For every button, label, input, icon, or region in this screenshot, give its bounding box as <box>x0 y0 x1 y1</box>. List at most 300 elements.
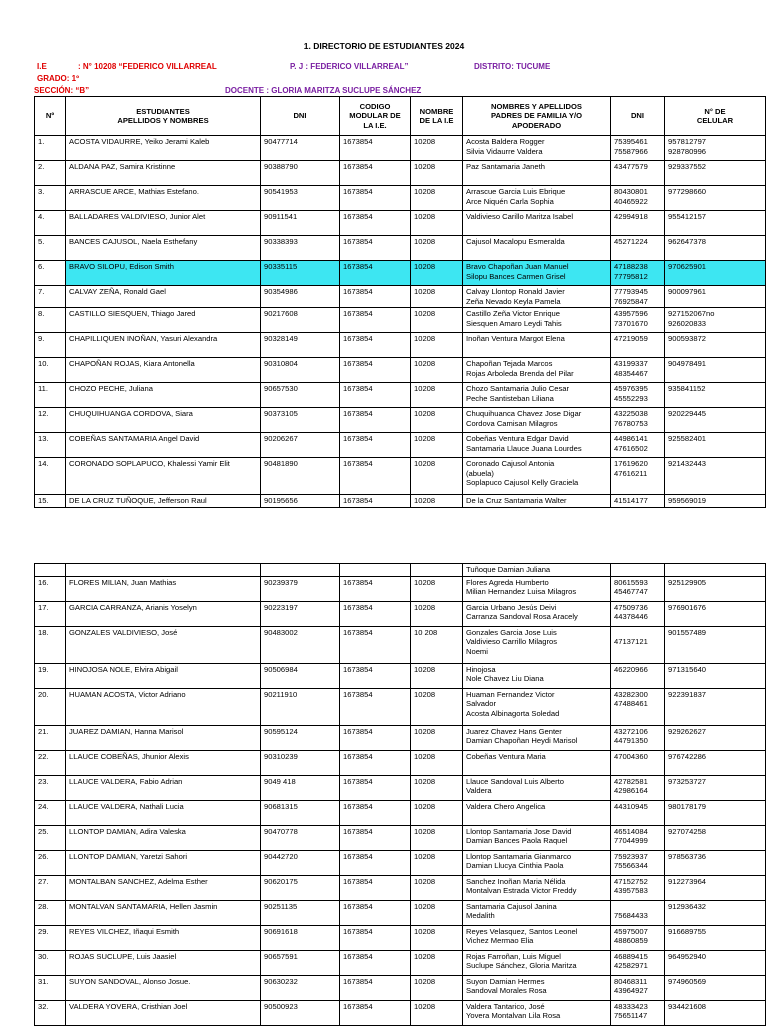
school-name: 10208 <box>411 601 463 626</box>
phone-number: 964952940 <box>665 950 766 975</box>
modular-code: 1673854 <box>340 433 411 458</box>
phone-number: 927152067no 926020833 <box>665 308 766 333</box>
student-name: MONTALBAN SANCHEZ, Adelma Esther <box>66 875 261 900</box>
phone-number: 920229445 <box>665 408 766 433</box>
parent-dni: 47219059 <box>611 333 665 358</box>
modular-code: 1673854 <box>340 601 411 626</box>
row-number: 15. <box>35 495 66 508</box>
school-name: 10208 <box>411 186 463 211</box>
school-name: 10208 <box>411 383 463 408</box>
school-name: 10208 <box>411 576 463 601</box>
student-dni: 90373105 <box>261 408 340 433</box>
table-row <box>35 750 766 775</box>
student-name: FLORES MILIAN, Juan Mathias <box>66 576 261 601</box>
student-dni: 90206267 <box>261 433 340 458</box>
table-row <box>35 236 766 261</box>
parent-dni: 47137121 <box>611 626 665 663</box>
parent-names: Flores Agreda Humberto Milian Hernandez Luisa Milagros <box>463 576 611 601</box>
table-row <box>35 925 766 950</box>
parent-names: Inoñan Ventura Margot Elena <box>463 333 611 358</box>
table-row <box>35 688 766 725</box>
student-dni: 90630232 <box>261 975 340 1000</box>
table-row <box>35 576 766 601</box>
phone-number: 978563736 <box>665 850 766 875</box>
student-name: CALVAY ZEÑA, Ronald Gael <box>66 286 261 308</box>
column-header: DNI <box>261 97 340 136</box>
row-number: 11. <box>35 383 66 408</box>
table-row <box>35 136 766 161</box>
modular-code: 1673854 <box>340 333 411 358</box>
table-row <box>35 975 766 1000</box>
student-name: BRAVO SILOPU, Edison Smith <box>66 261 261 286</box>
students-table-page2 <box>34 563 766 1026</box>
school-name: 10208 <box>411 211 463 236</box>
parent-names: Castillo Zeña Victor Enrique Siesquen Amaro Leydi Tahis <box>463 308 611 333</box>
phone-number: 971315640 <box>665 663 766 688</box>
row-number: 6. <box>35 261 66 286</box>
table-row <box>35 495 766 508</box>
parent-dni: 46889415 42582971 <box>611 950 665 975</box>
school-name: 10208 <box>411 925 463 950</box>
parent-names: Rojas Farroñan, Luis Miguel Suclupe Sánchez, Gloria Maritza <box>463 950 611 975</box>
parent-names: Reyes Velasquez, Santos Leonel Vichez Mermao Elia <box>463 925 611 950</box>
modular-code: 1673854 <box>340 626 411 663</box>
parent-names: Llauce Sandoval Luis Alberto Valdera <box>463 775 611 800</box>
table-row <box>35 286 766 308</box>
school-name: 10208 <box>411 495 463 508</box>
phone-number: 935841152 <box>665 383 766 408</box>
parent-names: Cobeñas Ventura Edgar David Santamaria Llauce Juana Lourdes <box>463 433 611 458</box>
school-name: 10208 <box>411 1000 463 1025</box>
phone-number: 904978491 <box>665 358 766 383</box>
parent-dni: 43957596 73701670 <box>611 308 665 333</box>
student-name: BALLADARES VALDIVIESO, Junior Alet <box>66 211 261 236</box>
school-name: 10208 <box>411 261 463 286</box>
school-name: 10208 <box>411 688 463 725</box>
student-dni: 90195656 <box>261 495 340 508</box>
parent-names: Llontop Santamaria Jose David Damian Bances Paola Raquel <box>463 825 611 850</box>
student-dni: 90481890 <box>261 458 340 495</box>
row-number: 31. <box>35 975 66 1000</box>
row-number: 3. <box>35 186 66 211</box>
row-number: 30. <box>35 950 66 975</box>
parent-names: Hinojosa Nole Chavez Liu Diana <box>463 663 611 688</box>
column-header: ESTUDIANTES APELLIDOS Y NOMBRES <box>66 97 261 136</box>
student-dni: 90657591 <box>261 950 340 975</box>
parent-names: Valdivieso Carillo Maritza Isabel <box>463 211 611 236</box>
student-dni: 90541953 <box>261 186 340 211</box>
student-dni: 90681315 <box>261 800 340 825</box>
modular-code: 1673854 <box>340 236 411 261</box>
table-row <box>35 900 766 925</box>
modular-code: 1673854 <box>340 136 411 161</box>
student-name: LLONTOP DAMIAN, Yaretzi Sahori <box>66 850 261 875</box>
student-name: JUAREZ DAMIAN, Hanna Marisol <box>66 725 261 750</box>
row-number: 23. <box>35 775 66 800</box>
student-name: MONTALVAN SANTAMARIA, Hellen Jasmin <box>66 900 261 925</box>
student-name: LLONTOP DAMIAN, Adira Valeska <box>66 825 261 850</box>
row-number: 5. <box>35 236 66 261</box>
table-row <box>35 383 766 408</box>
table-row <box>35 458 766 495</box>
modular-code: 1673854 <box>340 1000 411 1025</box>
student-name: CORONADO SOPLAPUCO, Khalessi Yamir Elit <box>66 458 261 495</box>
school-name: 10208 <box>411 950 463 975</box>
column-header: NOMBRES Y APELLIDOS PADRES DE FAMILIA Y/O APODERADO <box>463 97 611 136</box>
school-name: 10208 <box>411 775 463 800</box>
phone-number: 973253727 <box>665 775 766 800</box>
phone-number: 977298660 <box>665 186 766 211</box>
parent-names: Cajusol Macalopu Esmeralda <box>463 236 611 261</box>
school-name: 10208 <box>411 900 463 925</box>
column-header: NOMBRE DE LA I.E <box>411 97 463 136</box>
phone-number: 959569019 <box>665 495 766 508</box>
parent-dni: 80430801 40465922 <box>611 186 665 211</box>
parent-names: Chapoñan Tejada Marcos Rojas Arboleda Brenda del Pilar <box>463 358 611 383</box>
row-number: 2. <box>35 161 66 186</box>
student-name: DE LA CRUZ TUÑOQUE, Jefferson Raul <box>66 495 261 508</box>
row-number: 28. <box>35 900 66 925</box>
row-number: 4. <box>35 211 66 236</box>
row-number: 16. <box>35 576 66 601</box>
parent-names: Juarez Chavez Hans Genter Damian Chapoñan Heydi Marisol <box>463 725 611 750</box>
student-name: VALDERA YOVERA, Cristhian Joel <box>66 1000 261 1025</box>
school-name: 10208 <box>411 286 463 308</box>
table-row <box>35 408 766 433</box>
student-name: CHAPOÑAN ROJAS, Kiara Antonella <box>66 358 261 383</box>
modular-code: 1673854 <box>340 663 411 688</box>
table-row <box>35 850 766 875</box>
parent-dni: 41514177 <box>611 495 665 508</box>
phone-number: 934421608 <box>665 1000 766 1025</box>
school-name: 10208 <box>411 850 463 875</box>
student-name: GARCIA CARRANZA, Arianis Yoselyn <box>66 601 261 626</box>
student-dni: 90483002 <box>261 626 340 663</box>
school-name: 10208 <box>411 750 463 775</box>
student-name: COBEÑAS SANTAMARIA Angel David <box>66 433 261 458</box>
row-number: 14. <box>35 458 66 495</box>
phone-number: 901557489 <box>665 626 766 663</box>
student-name: LLAUCE VALDERA, Nathali Lucia <box>66 800 261 825</box>
row-number: 17. <box>35 601 66 626</box>
parent-names: Santamaria Cajusol Janina Medalith <box>463 900 611 925</box>
table-row <box>35 950 766 975</box>
modular-code: 1673854 <box>340 576 411 601</box>
student-name: CHUQUIHUANGA CORDOVA, Siara <box>66 408 261 433</box>
student-name: CASTILLO SIESQUEN, Thiago Jared <box>66 308 261 333</box>
phone-number: 970625901 <box>665 261 766 286</box>
student-name: LLAUCE COBEÑAS, Jhunior Alexis <box>66 750 261 775</box>
row-number: 26. <box>35 850 66 875</box>
row-number: 29. <box>35 925 66 950</box>
parent-dni: 42782581 42986164 <box>611 775 665 800</box>
parent-dni: 45976395 45552293 <box>611 383 665 408</box>
parent-dni: 75395461 75587966 <box>611 136 665 161</box>
modular-code: 1673854 <box>340 975 411 1000</box>
school-name: 10208 <box>411 408 463 433</box>
student-name: ACOSTA VIDAURRE, Yeiko Jerami Kaleb <box>66 136 261 161</box>
student-name: GONZALES VALDIVIESO, José <box>66 626 261 663</box>
table-row <box>35 601 766 626</box>
parent-names: Valdera Chero Angelica <box>463 800 611 825</box>
student-dni: 90217608 <box>261 308 340 333</box>
student-name: BANCES CAJUSOL, Naela Esthefany <box>66 236 261 261</box>
modular-code: 1673854 <box>340 875 411 900</box>
parent-dni: 43477579 <box>611 161 665 186</box>
table-row <box>35 626 766 663</box>
phone-number: 962647378 <box>665 236 766 261</box>
table-row <box>35 875 766 900</box>
modular-code: 1673854 <box>340 775 411 800</box>
parent-names: Arrascue Garcia Luis Ebrique Arce Niquén Carla Sophia <box>463 186 611 211</box>
school-name: 10208 <box>411 308 463 333</box>
page-title: 1. DIRECTORIO DE ESTUDIANTES 2024 <box>303 41 465 51</box>
parent-dni: 43282300 47488461 <box>611 688 665 725</box>
parent-names: Huaman Fernandez Victor Salvador Acosta Albinagorta Soledad <box>463 688 611 725</box>
school-name: 10208 <box>411 663 463 688</box>
student-dni: 90657530 <box>261 383 340 408</box>
modular-code: 1673854 <box>340 900 411 925</box>
table-row <box>35 800 766 825</box>
modular-code: 1673854 <box>340 925 411 950</box>
students-table-page1 <box>34 96 766 508</box>
modular-code: 1673854 <box>340 688 411 725</box>
phone-number: 912936432 <box>665 900 766 925</box>
student-dni: 90506984 <box>261 663 340 688</box>
phone-number: 929262627 <box>665 725 766 750</box>
school-name: 10208 <box>411 875 463 900</box>
parent-names: Chuquihuanca Chavez Jose Digar Cordova Camisan Milagros <box>463 408 611 433</box>
student-dni: 90335115 <box>261 261 340 286</box>
school-name: 10208 <box>411 333 463 358</box>
student-dni: 90354986 <box>261 286 340 308</box>
parent-dni: 47188238 77795812 <box>611 261 665 286</box>
parent-dni: 44986141 47616502 <box>611 433 665 458</box>
modular-code: 1673854 <box>340 261 411 286</box>
modular-code: 1673854 <box>340 458 411 495</box>
student-dni: 90239379 <box>261 576 340 601</box>
student-dni: 90500923 <box>261 1000 340 1025</box>
parent-dni: 47509736 44378446 <box>611 601 665 626</box>
table-row <box>35 825 766 850</box>
phone-number: 955412157 <box>665 211 766 236</box>
school-name: 10208 <box>411 825 463 850</box>
parent-dni: 43272106 44791350 <box>611 725 665 750</box>
student-dni: 90310804 <box>261 358 340 383</box>
ie-value: : N° 10208 “FEDERICO VILLARREAL <box>78 62 217 71</box>
empty-cell <box>340 564 411 577</box>
parent-dni: 80615593 45467747 <box>611 576 665 601</box>
parent-names: Tuñoque Damian Juliana <box>463 564 611 577</box>
modular-code: 1673854 <box>340 211 411 236</box>
row-number: 24. <box>35 800 66 825</box>
student-dni: 90470778 <box>261 825 340 850</box>
student-name: REYES VILCHEZ, Iñaqui Esmith <box>66 925 261 950</box>
row-number: 32. <box>35 1000 66 1025</box>
row-number: 13. <box>35 433 66 458</box>
student-name: ALDANA PAZ, Samira Kristinne <box>66 161 261 186</box>
student-dni: 90223197 <box>261 601 340 626</box>
phone-number: 912273964 <box>665 875 766 900</box>
parent-dni: 48333423 75651147 <box>611 1000 665 1025</box>
parent-names: Sanchez Inoñan Maria Nélida Montalvan Estrada Victor Freddy <box>463 875 611 900</box>
grado-label: GRADO: 1º <box>37 74 80 83</box>
table-row <box>35 725 766 750</box>
school-name: 10208 <box>411 136 463 161</box>
empty-cell <box>611 564 665 577</box>
table-row <box>35 261 766 286</box>
column-header: CODIGO MODULAR DE LA I.E. <box>340 97 411 136</box>
school-name: 10 208 <box>411 626 463 663</box>
row-number: 27. <box>35 875 66 900</box>
empty-cell <box>411 564 463 577</box>
school-name: 10208 <box>411 358 463 383</box>
student-dni: 90338393 <box>261 236 340 261</box>
phone-number: 925129905 <box>665 576 766 601</box>
modular-code: 1673854 <box>340 850 411 875</box>
empty-cell <box>261 564 340 577</box>
phone-number: 957812797 928780996 <box>665 136 766 161</box>
row-number: 1. <box>35 136 66 161</box>
column-header: DNI <box>611 97 665 136</box>
student-dni: 90595124 <box>261 725 340 750</box>
parent-dni: 77793945 76925847 <box>611 286 665 308</box>
table-row <box>35 211 766 236</box>
modular-code: 1673854 <box>340 825 411 850</box>
row-number: 19. <box>35 663 66 688</box>
pj-label: P. J : FEDERICO VILLARREAL” <box>290 62 409 71</box>
table-row <box>35 161 766 186</box>
parent-dni: 75684433 <box>611 900 665 925</box>
docente-label: DOCENTE : GLORIA MARITZA SUCLUPE SÁNCHEZ <box>225 86 422 95</box>
table-row <box>35 663 766 688</box>
parent-names: Cobeñas Ventura Maria <box>463 750 611 775</box>
phone-number: 916689755 <box>665 925 766 950</box>
parent-dni: 42994918 <box>611 211 665 236</box>
school-name: 10208 <box>411 458 463 495</box>
school-name: 10208 <box>411 975 463 1000</box>
column-header: Nº <box>35 97 66 136</box>
parent-names: Valdera Tantarico, José Yovera Montalvan Lila Rosa <box>463 1000 611 1025</box>
student-dni: 90442720 <box>261 850 340 875</box>
row-number: 8. <box>35 308 66 333</box>
parent-dni: 47152752 43957583 <box>611 875 665 900</box>
parent-dni: 75923937 75566344 <box>611 850 665 875</box>
parent-names: Acosta Baldera Rogger Silvia Vidaurre Valdera <box>463 136 611 161</box>
parent-names: Bravo Chapoñan Juan Manuel Silopu Bances Carmen Grisel <box>463 261 611 286</box>
parent-dni: 45271224 <box>611 236 665 261</box>
row-number: 12. <box>35 408 66 433</box>
table-row <box>35 186 766 211</box>
phone-number: 925582401 <box>665 433 766 458</box>
student-dni: 90691618 <box>261 925 340 950</box>
student-dni: 90211910 <box>261 688 340 725</box>
empty-cell <box>66 564 261 577</box>
student-dni: 90328149 <box>261 333 340 358</box>
row-number: 22. <box>35 750 66 775</box>
school-name: 10208 <box>411 236 463 261</box>
student-dni: 90477714 <box>261 136 340 161</box>
modular-code: 1673854 <box>340 800 411 825</box>
column-header: N° DE CELULAR <box>665 97 766 136</box>
parent-names: Calvay Llontop Ronald Javier Zeña Nevado Keyla Pamela <box>463 286 611 308</box>
ie-label: I.E <box>37 62 47 71</box>
parent-names: Paz Santamaria Janeth <box>463 161 611 186</box>
continuation-row <box>35 564 766 577</box>
student-name: HUAMAN ACOSTA, Victor Adriano <box>66 688 261 725</box>
school-name: 10208 <box>411 800 463 825</box>
parent-names: Llontop Santamaria Gianmarco Damian Llucya Cinthia Paola <box>463 850 611 875</box>
row-number: 20. <box>35 688 66 725</box>
modular-code: 1673854 <box>340 286 411 308</box>
modular-code: 1673854 <box>340 358 411 383</box>
modular-code: 1673854 <box>340 725 411 750</box>
student-dni: 90251135 <box>261 900 340 925</box>
phone-number: 927074258 <box>665 825 766 850</box>
modular-code: 1673854 <box>340 308 411 333</box>
school-name: 10208 <box>411 725 463 750</box>
modular-code: 1673854 <box>340 408 411 433</box>
parent-dni: 44310945 <box>611 800 665 825</box>
parent-names: Chozo Santamaria Julio Cesar Peche Santisteban Liliana <box>463 383 611 408</box>
school-name: 10208 <box>411 161 463 186</box>
phone-number: 976742286 <box>665 750 766 775</box>
row-number: 7. <box>35 286 66 308</box>
table-row <box>35 308 766 333</box>
phone-number: 922391837 <box>665 688 766 725</box>
student-name: HINOJOSA NOLE, Elvira Abigail <box>66 663 261 688</box>
parent-names: Coronado Cajusol Antonia (abuela) Soplapuco Cajusol Kelly Graciela <box>463 458 611 495</box>
parent-names: Gonzales Garcia Jose Luis Valdivieso Carrillo Milagros Noemi <box>463 626 611 663</box>
table-row <box>35 333 766 358</box>
phone-number: 921432443 <box>665 458 766 495</box>
parent-dni: 46220966 <box>611 663 665 688</box>
phone-number: 929337552 <box>665 161 766 186</box>
modular-code: 1673854 <box>340 383 411 408</box>
parent-names: De la Cruz Santamaria Walter <box>463 495 611 508</box>
parent-dni: 43199337 48354467 <box>611 358 665 383</box>
student-name: LLAUCE VALDERA, Fabio Adrian <box>66 775 261 800</box>
empty-cell <box>665 564 766 577</box>
modular-code: 1673854 <box>340 161 411 186</box>
table-row <box>35 1000 766 1025</box>
table-header-row <box>35 97 766 136</box>
seccion-label: SECCIÓN: “B” <box>34 86 90 95</box>
school-name: 10208 <box>411 433 463 458</box>
table-row <box>35 433 766 458</box>
parent-dni: 17619620 47616211 <box>611 458 665 495</box>
student-name: ARRASCUE ARCE, Mathias Estefano. <box>66 186 261 211</box>
modular-code: 1673854 <box>340 750 411 775</box>
parent-names: Suyon Damian Hermes Sandoval Morales Rosa <box>463 975 611 1000</box>
parent-dni: 80468311 43964927 <box>611 975 665 1000</box>
student-dni: 9049 418 <box>261 775 340 800</box>
parent-dni: 47004360 <box>611 750 665 775</box>
phone-number: 976901676 <box>665 601 766 626</box>
parent-dni: 46514084 77044999 <box>611 825 665 850</box>
table-row <box>35 775 766 800</box>
modular-code: 1673854 <box>340 186 411 211</box>
table-row <box>35 358 766 383</box>
student-name: SUYON SANDOVAL, Alonso Josue. <box>66 975 261 1000</box>
student-dni: 90388790 <box>261 161 340 186</box>
row-number: 21. <box>35 725 66 750</box>
row-number: 10. <box>35 358 66 383</box>
parent-dni: 45975007 48860859 <box>611 925 665 950</box>
phone-number: 900593872 <box>665 333 766 358</box>
student-dni: 90620175 <box>261 875 340 900</box>
student-dni: 90310239 <box>261 750 340 775</box>
